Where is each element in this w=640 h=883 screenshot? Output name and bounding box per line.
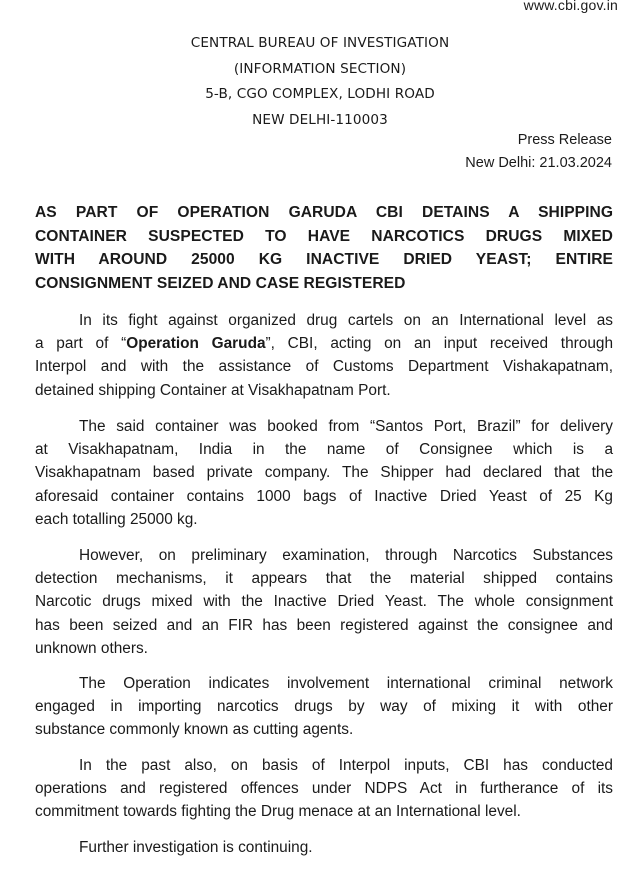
paragraph-line: operations and registered offences under NDPS Act in furtherance of its (35, 780, 613, 798)
org-name: CENTRAL BUREAU OF INVESTIGATION (190, 35, 450, 51)
operation-name: Operation Garuda (126, 335, 266, 353)
paragraph-line: detained shipping Container at Visakhapatnam Port. (35, 381, 391, 399)
text-run: ”, CBI, acting on an input received through (265, 335, 614, 353)
paragraph-line: substance commonly known as cutting agents. (35, 721, 354, 739)
text-run: a part of “ (35, 335, 127, 353)
release-info (465, 129, 612, 175)
paragraph-2 (35, 415, 613, 531)
paragraph-line: engaged in importing narcotics drugs by way of mixing it with other (35, 698, 613, 716)
paragraph-3 (35, 544, 613, 660)
paragraph-line: Further investigation is continuing. (79, 839, 313, 856)
website-url: www.cbi.gov.in (523, 0, 618, 13)
paragraph-line: Interpol and with the assistance of Customs Department Vishakapatnam, (35, 358, 613, 376)
paragraph-1 (35, 309, 613, 402)
paragraph-line: unknown others. (35, 639, 148, 657)
org-section: (INFORMATION SECTION) (233, 60, 407, 77)
paragraph-line: each totalling 25000 kg. (35, 510, 198, 528)
release-place-date: New Delhi: 21.03.2024 (465, 155, 612, 171)
release-type: Press Release (517, 132, 612, 148)
paragraph-line: Visakhapatnam based private company. The Shipper had declared that the (35, 464, 613, 482)
headline-line: CONTAINER SUSPECTED TO HAVE NARCOTICS DRUGS MIXED (35, 227, 613, 245)
paragraph-line (35, 332, 613, 355)
headline-line: WITH AROUND 25000 KG INACTIVE DRIED YEAST; ENTIRE (35, 251, 613, 268)
headline (35, 201, 613, 295)
address-line-1: 5-B, CGO COMPLEX, LODHI ROAD (205, 86, 435, 102)
paragraph-line: In the past also, on basis of Interpol inputs, CBI has conducted (79, 757, 613, 774)
paragraph-line: In its fight against organized drug cartels on an International level as (79, 312, 613, 329)
headline-line: AS PART OF OPERATION GARUDA CBI DETAINS A SHIPPING (35, 204, 613, 221)
paragraph-line: detection mechanisms, it appears that the material shipped contains (35, 570, 613, 588)
paragraph-line: has been seized and an FIR has been registered against the consignee and (35, 616, 613, 634)
address-line-2: NEW DELHI-110003 (252, 111, 388, 128)
letterhead (0, 31, 640, 133)
paragraph-4 (35, 672, 613, 742)
paragraph-line: commitment towards fighting the Drug menace at an International level. (35, 803, 521, 821)
paragraph-5 (35, 754, 613, 824)
paragraph-line: at Visakhapatnam, India in the name of Consignee which is a (35, 441, 613, 459)
paragraph-line: Narcotic drugs mixed with the Inactive Dried Yeast. The whole consignment (35, 593, 613, 611)
paragraph-line: However, on preliminary examination, through Narcotics Substances (79, 547, 613, 564)
paragraph-6 (35, 836, 613, 859)
paragraph-line: The said container was booked from “Santos Port, Brazil” for delivery (79, 418, 613, 435)
paragraph-line: aforesaid container contains 1000 bags of Inactive Dried Yeast of 25 Kg (35, 487, 613, 505)
paragraph-line: The Operation indicates involvement international criminal network (79, 675, 613, 692)
headline-line: CONSIGNMENT SEIZED AND CASE REGISTERED (35, 274, 406, 292)
